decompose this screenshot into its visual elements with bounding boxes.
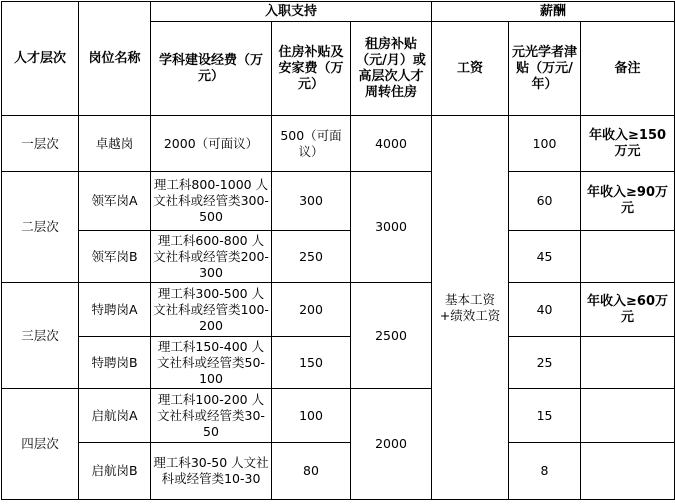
- table-row: [2, 389, 675, 443]
- fund-cell: 理工科30-50 人文社科或经管类10-30: [151, 443, 272, 500]
- header-rent-subsidy: 租房补贴（元/月）或高层次人才周转住房: [351, 22, 432, 116]
- wage-cell: 基本工资+绩效工资: [432, 116, 509, 500]
- housing-cell: 300: [272, 172, 351, 231]
- level-cell: 四层次: [2, 389, 79, 500]
- housing-cell: 250: [272, 231, 351, 283]
- rent-cell: 3000: [351, 172, 432, 283]
- allowance-cell: 100: [509, 116, 581, 172]
- allowance-cell: 60: [509, 172, 581, 231]
- housing-cell: 200: [272, 283, 351, 337]
- table-row: [2, 231, 675, 283]
- position-cell: 特聘岗A: [79, 283, 151, 337]
- fund-cell: 2000（可面议）: [151, 116, 272, 172]
- header-remarks: 备注: [581, 22, 675, 116]
- fund-cell: 理工科150-400 人文社科或经管类50-100: [151, 337, 272, 389]
- fund-cell: 理工科100-200 人文社科或经管类30-50: [151, 389, 272, 443]
- talent-salary-table: [1, 1, 675, 500]
- level-cell: 二层次: [2, 172, 79, 283]
- header-group-salary: 薪酬: [432, 2, 675, 22]
- table-row: [2, 283, 675, 337]
- position-cell: 启航岗A: [79, 389, 151, 443]
- remark-cell: [581, 389, 675, 443]
- housing-cell: 100: [272, 389, 351, 443]
- housing-cell: 80: [272, 443, 351, 500]
- fund-cell: 理工科800-1000 人文社科或经管类300-500: [151, 172, 272, 231]
- position-cell: 领军岗B: [79, 231, 151, 283]
- position-cell: 领军岗A: [79, 172, 151, 231]
- level-cell: 三层次: [2, 283, 79, 389]
- allowance-cell: 25: [509, 337, 581, 389]
- header-group-support: 入职支持: [151, 2, 432, 22]
- level-cell: 一层次: [2, 116, 79, 172]
- header-row-top: [2, 2, 675, 22]
- allowance-cell: 45: [509, 231, 581, 283]
- position-cell: 卓越岗: [79, 116, 151, 172]
- rent-cell: 2500: [351, 283, 432, 389]
- position-cell: 特聘岗B: [79, 337, 151, 389]
- remark-cell: [581, 443, 675, 500]
- header-discipline-fund: 学科建设经费（万元）: [151, 22, 272, 116]
- allowance-cell: 40: [509, 283, 581, 337]
- header-allowance: 元光学者津贴（万元/年）: [509, 22, 581, 116]
- rent-cell: 4000: [351, 116, 432, 172]
- remark-cell: 年收入≥60万元: [581, 283, 675, 337]
- header-housing-subsidy: 住房补贴及安家费（万元）: [272, 22, 351, 116]
- fund-cell: 理工科300-500 人文社科或经管类100-200: [151, 283, 272, 337]
- allowance-cell: 15: [509, 389, 581, 443]
- fund-cell: 理工科600-800 人文社科或经管类200-300: [151, 231, 272, 283]
- remark-cell: [581, 337, 675, 389]
- header-level: 人才层次: [2, 2, 79, 116]
- rent-cell: 2000: [351, 389, 432, 500]
- table-row: [2, 443, 675, 500]
- remark-cell: 年收入≥150万元: [581, 116, 675, 172]
- housing-cell: 500（可面议）: [272, 116, 351, 172]
- remark-cell: [581, 231, 675, 283]
- header-position: 岗位名称: [79, 2, 151, 116]
- remark-cell: 年收入≥90万元: [581, 172, 675, 231]
- table-row: [2, 337, 675, 389]
- table-row: [2, 116, 675, 172]
- table-row: [2, 172, 675, 231]
- position-cell: 启航岗B: [79, 443, 151, 500]
- housing-cell: 150: [272, 337, 351, 389]
- allowance-cell: 8: [509, 443, 581, 500]
- header-wage: 工资: [432, 22, 509, 116]
